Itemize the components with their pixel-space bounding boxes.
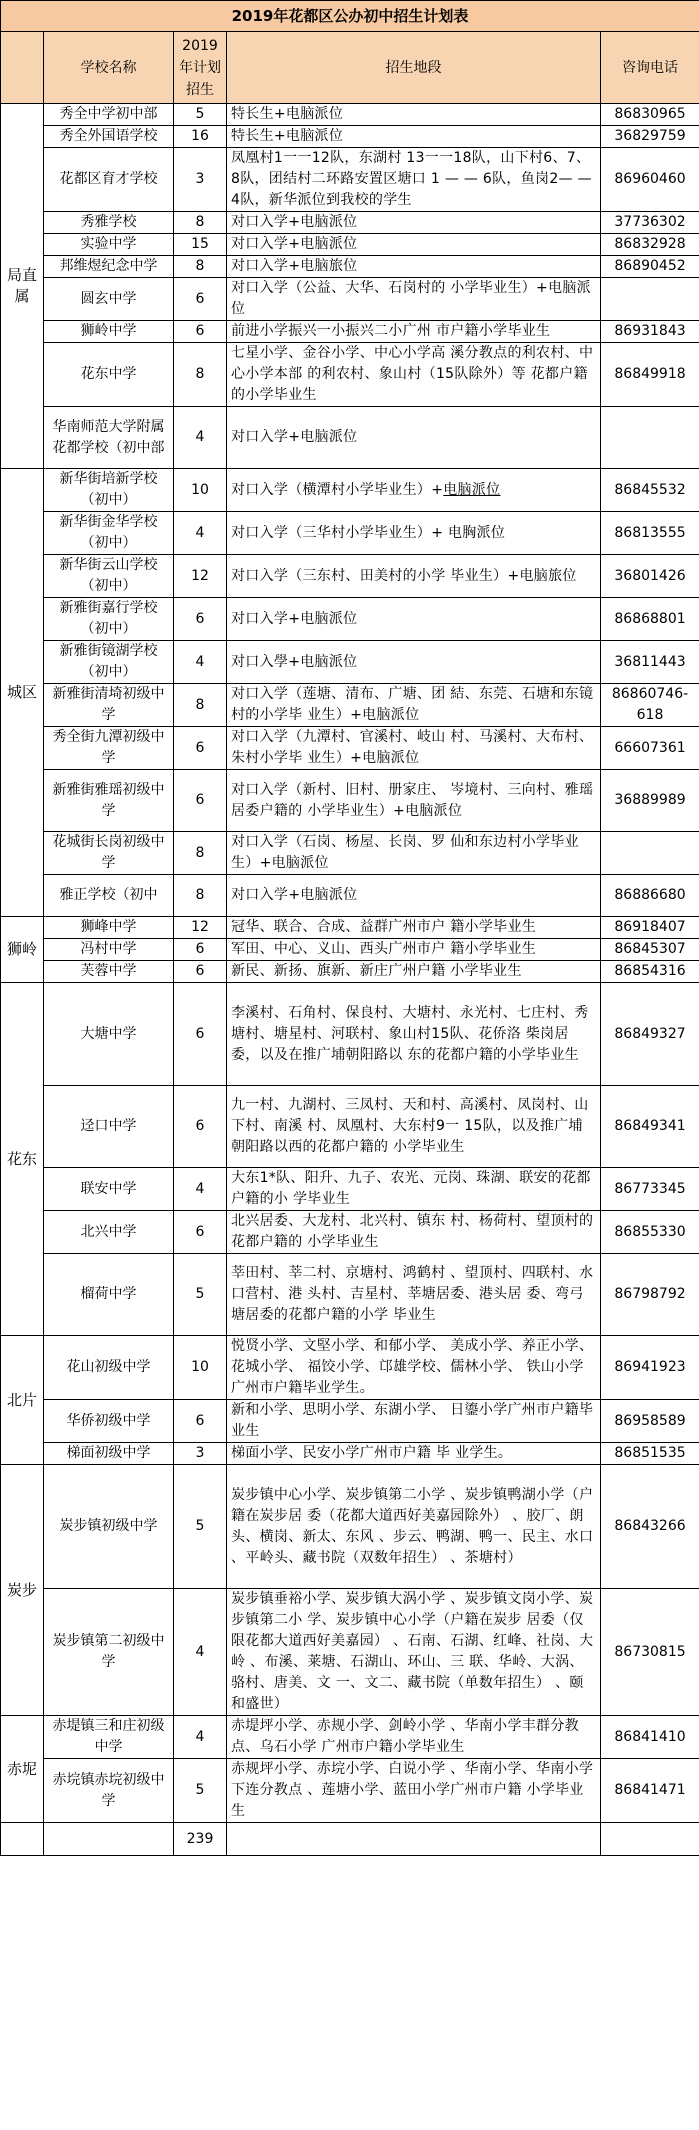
plan-count-cell: 6	[174, 983, 227, 1086]
table-row	[1, 939, 699, 961]
enrollment-area-cell: 新民、新扬、旗新、新庄广州户籍 小学毕业生	[227, 961, 601, 983]
phone-cell: 86960460	[601, 148, 699, 212]
plan-count-cell: 5	[174, 1759, 227, 1823]
phone-cell: 86798792	[601, 1254, 699, 1336]
enrollment-area-cell: 对口入學+电脑派位	[227, 641, 601, 684]
plan-count-cell: 6	[174, 770, 227, 832]
district-cell: 局直属	[1, 104, 44, 469]
enrollment-area-cell: 七星小学、金谷小学、中心小学高 溪分教点的利农村、中心小学本部 的利农村、象山村（15队除外）等 花都户籍的小学毕业生	[227, 343, 601, 407]
phone-cell	[601, 407, 699, 469]
school-name-header: 学校名称	[44, 32, 174, 104]
table-row	[1, 234, 699, 256]
phone-cell: 66607361	[601, 727, 699, 770]
plan-count-cell: 3	[174, 148, 227, 212]
phone-cell: 86851535	[601, 1443, 699, 1465]
school-name-cell: 花东中学	[44, 343, 174, 407]
plan-count-cell: 15	[174, 234, 227, 256]
school-name-cell: 邦维煜纪念中学	[44, 256, 174, 278]
plan-count-cell: 5	[174, 1254, 227, 1336]
plan-count-cell: 6	[174, 1086, 227, 1168]
phone-cell: 86854316	[601, 961, 699, 983]
enrollment-area-header: 招生地段	[227, 32, 601, 104]
enrollment-area-cell: 对口入学+电脑派位	[227, 212, 601, 234]
total-area-cell	[227, 1823, 601, 1856]
school-name-cell: 联安中学	[44, 1168, 174, 1211]
plan-count-cell: 8	[174, 343, 227, 407]
school-name-cell: 炭步镇第二初级中学	[44, 1589, 174, 1716]
table-row	[1, 983, 699, 1086]
phone-cell: 86841471	[601, 1759, 699, 1823]
school-name-cell: 秀全外国语学校	[44, 126, 174, 148]
district-header	[1, 32, 44, 104]
plan-count-cell: 6	[174, 961, 227, 983]
enrollment-area-cell: 大东1*队、阳升、九子、农光、元岗、珠湖、联安的花都户籍的小 学毕业生	[227, 1168, 601, 1211]
school-name-cell: 赤垸镇赤垸初级中学	[44, 1759, 174, 1823]
district-cell: 城区	[1, 469, 44, 917]
enrollment-area-cell: 对口入学+电脑派位	[227, 598, 601, 641]
phone-cell: 86832928	[601, 234, 699, 256]
plan-count-cell: 8	[174, 256, 227, 278]
table-row	[1, 407, 699, 469]
table-title: 2019年花都区公办初中招生计划表	[1, 1, 699, 32]
table-row	[1, 1400, 699, 1443]
enrollment-area-cell	[227, 469, 601, 512]
total-phone-cell	[601, 1823, 699, 1856]
plan-count-cell: 6	[174, 321, 227, 343]
phone-cell: 86830965	[601, 104, 699, 126]
enrollment-area-cell: 对口入学+电脑派位	[227, 875, 601, 917]
table-row	[1, 917, 699, 939]
phone-cell: 86845532	[601, 469, 699, 512]
phone-cell: 86841410	[601, 1716, 699, 1759]
table-row	[1, 598, 699, 641]
school-name-cell: 狮峰中学	[44, 917, 174, 939]
enrollment-area-cell: 凤凰村1一一12队，东湖村 13一一18队，山下村6、7、8队，团结村二环路安置区塘口 1 — — 6队，鱼岗2— — 4队，新华派位到我校的学生	[227, 148, 601, 212]
phone-cell: 86843266	[601, 1465, 699, 1589]
enrollment-area-cell: 对口入学（三华村小学毕业生）+ 电胸派位	[227, 512, 601, 555]
plan-count-cell: 5	[174, 1465, 227, 1589]
plan-count-cell: 8	[174, 832, 227, 875]
plan-count-cell: 6	[174, 1211, 227, 1254]
table-row	[1, 1716, 699, 1759]
phone-cell: 37736302	[601, 212, 699, 234]
plan-count-cell: 4	[174, 641, 227, 684]
enrollment-area-cell: 九一村、九湖村、三凤村、天和村、高溪村、凤岗村、山下村、南溪 村、凤凰村、大东村9一 15队，以及推广埔朝阳路以西的花都户籍的 小学毕业生	[227, 1086, 601, 1168]
table-row	[1, 727, 699, 770]
phone-cell: 86730815	[601, 1589, 699, 1716]
phone-cell	[601, 832, 699, 875]
school-name-cell: 雅正学校（初中	[44, 875, 174, 917]
school-name-cell: 华侨初级中学	[44, 1400, 174, 1443]
enrollment-area-cell: 冠华、联合、合成、益群广州市户 籍小学毕业生	[227, 917, 601, 939]
phone-cell: 86958589	[601, 1400, 699, 1443]
plan-count-cell: 4	[174, 1168, 227, 1211]
district-cell: 炭步	[1, 1465, 44, 1716]
table-row	[1, 1211, 699, 1254]
school-name-cell: 新华街培新学校（初中）	[44, 469, 174, 512]
phone-cell: 36829759	[601, 126, 699, 148]
enrollment-area-cell: 对口入学（莲塘、清布、广塘、团 結、东莞、石塘和东镜村的小学毕 业生）+电脑派位	[227, 684, 601, 727]
table-row	[1, 278, 699, 321]
plan-count-cell: 12	[174, 917, 227, 939]
school-name-cell: 梯面初级中学	[44, 1443, 174, 1465]
table-row	[1, 1086, 699, 1168]
table-row	[1, 961, 699, 983]
enrollment-area-cell: 对口入学（九潭村、官溪村、岐山 村、马溪村、大布村、朱村小学毕 业生）+电脑派位	[227, 727, 601, 770]
total-plan-cell: 239	[174, 1823, 227, 1856]
table-row	[1, 126, 699, 148]
title-row	[1, 1, 699, 32]
plan-count-cell: 8	[174, 212, 227, 234]
phone-cell: 86849327	[601, 983, 699, 1086]
school-name-cell: 北兴中学	[44, 1211, 174, 1254]
phone-cell	[601, 278, 699, 321]
phone-cell: 86868801	[601, 598, 699, 641]
enrollment-area-cell: 悦贤小学、文堅小学、和郁小学、 美成小学、养正小学、花城小学、 福饺小学、邙雄学校、儒林小学、 铁山小学广州市户籍毕业学生。	[227, 1336, 601, 1400]
phone-cell: 86941923	[601, 1336, 699, 1400]
table-row	[1, 770, 699, 832]
enrollment-area-underlined-text: 电脑派位	[443, 481, 501, 498]
phone-cell: 86849918	[601, 343, 699, 407]
enrollment-area-cell: 赤堤坪小学、赤规小学、剑岭小学 、华南小学丰群分教点、乌石小学 广州市户籍小学毕业生	[227, 1716, 601, 1759]
plan-count-cell: 4	[174, 407, 227, 469]
school-name-cell: 圆玄中学	[44, 278, 174, 321]
school-name-cell: 新雅街镜湖学校（初中）	[44, 641, 174, 684]
plan-count-cell: 3	[174, 1443, 227, 1465]
school-name-cell: 秀雅学校	[44, 212, 174, 234]
enrollment-area-cell: 对口入学（新村、旧村、册家庄、 岑境村、三向村、雅瑶居委户籍的 小学毕业生）+电脑派位	[227, 770, 601, 832]
plan-count-cell: 6	[174, 939, 227, 961]
school-name-cell: 实验中学	[44, 234, 174, 256]
plan-header: 2019年计划招生	[174, 32, 227, 104]
header-row	[1, 32, 699, 104]
phone-cell: 86860746-618	[601, 684, 699, 727]
school-name-cell: 大塘中学	[44, 983, 174, 1086]
table-row	[1, 555, 699, 598]
phone-cell: 86886680	[601, 875, 699, 917]
phone-cell: 86773345	[601, 1168, 699, 1211]
enrollment-area-cell: 对口入学+电脑派位	[227, 407, 601, 469]
table-row	[1, 832, 699, 875]
plan-count-cell: 6	[174, 727, 227, 770]
phone-header: 咨询电话	[601, 32, 699, 104]
plan-count-cell: 12	[174, 555, 227, 598]
plan-count-cell: 4	[174, 1716, 227, 1759]
district-cell: 北片	[1, 1336, 44, 1465]
school-name-cell: 芙蓉中学	[44, 961, 174, 983]
table-row	[1, 212, 699, 234]
plan-count-cell: 5	[174, 104, 227, 126]
phone-cell: 86890452	[601, 256, 699, 278]
enrollment-area-cell: 前进小学振兴一小振兴二小广州 市户籍小学毕业生	[227, 321, 601, 343]
total-district-cell	[1, 1823, 44, 1856]
school-name-cell: 新华街云山学校（初中）	[44, 555, 174, 598]
total-row	[1, 1823, 699, 1856]
table-row	[1, 148, 699, 212]
school-name-cell: 狮岭中学	[44, 321, 174, 343]
school-name-cell: 炭步镇初级中学	[44, 1465, 174, 1589]
enrollment-area-cell: 新和小学、思明小学、东湖小学、 日鎏小学广州市户籍毕业生	[227, 1400, 601, 1443]
enrollment-area-cell: 北兴居委、大龙村、北兴村、镇东 村、杨荷村、望顶村的花都户籍的 小学毕业生	[227, 1211, 601, 1254]
enrollment-area-cell: 炭步镇垂裕小学、炭步镇大涡小学 、炭步镇文岗小学、炭步镇第二小 学、炭步镇中心小学（户籍在炭步 居委（仅限花都大道西好美嘉园） 、石南、石湖、红峰、社岗、大岭 、布溪、莱塘、石湖山、环山、三 联、华岭、大涡、骆村、唐美、文 一、文二、藏书院（单数年招生） 、颐和盛世）	[227, 1589, 601, 1716]
school-name-cell: 秀全中学初中部	[44, 104, 174, 126]
table-row	[1, 469, 699, 512]
school-name-cell: 新雅街雅瑶初级中学	[44, 770, 174, 832]
school-name-cell: 秀全街九潭初级中学	[44, 727, 174, 770]
enrollment-area-text: 对口入学（横潭村小学毕业生）+	[231, 481, 444, 498]
enrollment-area-cell: 李溪村、石角村、保良村、大塘村、永光村、七庄村、秀塘村、塘星村、河联村、象山村15队、花侨洛 柴岗居委，以及在推广埔朝阳路以 东的花都户籍的小学毕业生	[227, 983, 601, 1086]
school-name-cell: 冯村中学	[44, 939, 174, 961]
plan-count-cell: 16	[174, 126, 227, 148]
plan-count-cell: 4	[174, 1589, 227, 1716]
school-name-cell: 新雅街清埼初级中学	[44, 684, 174, 727]
phone-cell: 86845307	[601, 939, 699, 961]
table-row	[1, 1759, 699, 1823]
enrollment-area-cell: 特长生+电脑派位	[227, 104, 601, 126]
phone-cell: 36889989	[601, 770, 699, 832]
table-row	[1, 1336, 699, 1400]
table-row	[1, 875, 699, 917]
plan-count-cell: 10	[174, 469, 227, 512]
table-row	[1, 1465, 699, 1589]
plan-count-cell: 10	[174, 1336, 227, 1400]
table-row	[1, 641, 699, 684]
school-name-cell: 华南师范大学附属花都学校（初中部	[44, 407, 174, 469]
phone-cell: 86849341	[601, 1086, 699, 1168]
phone-cell: 36801426	[601, 555, 699, 598]
table-row	[1, 684, 699, 727]
table-row	[1, 1168, 699, 1211]
table-row	[1, 256, 699, 278]
plan-count-cell: 6	[174, 278, 227, 321]
district-cell: 狮岭	[1, 917, 44, 983]
plan-count-cell: 8	[174, 875, 227, 917]
school-name-cell: 花都区育才学校	[44, 148, 174, 212]
school-name-cell: 赤堤镇三和庄初级中学	[44, 1716, 174, 1759]
phone-cell: 86931843	[601, 321, 699, 343]
enrollment-area-cell: 对口入学（石岗、杨屋、长岗、罗 仙和东边村小学毕业生）+电脑派位	[227, 832, 601, 875]
enrollment-area-cell: 特长生+电脑派位	[227, 126, 601, 148]
table-row	[1, 321, 699, 343]
enrollment-area-cell: 对口入学（三东村、田美村的小学 毕业生）+电脑旅位	[227, 555, 601, 598]
enrollment-area-cell: 对口入学+电脑旅位	[227, 256, 601, 278]
district-cell: 花东	[1, 983, 44, 1336]
enrollment-area-cell: 莘田村、莘二村、京塘村、鸿鹤村 、望顶村、四联村、水口营村、港 头村、吉星村、莘塘居委、港头居 委、弯弓塘居委的花都户籍的小学 毕业生	[227, 1254, 601, 1336]
table-row	[1, 343, 699, 407]
phone-cell: 86813555	[601, 512, 699, 555]
school-name-cell: 迳口中学	[44, 1086, 174, 1168]
school-name-cell: 榴荷中学	[44, 1254, 174, 1336]
phone-cell: 86918407	[601, 917, 699, 939]
plan-count-cell: 8	[174, 684, 227, 727]
enrollment-area-cell: 对口入学+电脑派位	[227, 234, 601, 256]
enrollment-area-cell: 赤规坪小学、赤垸小学、白说小学 、华南小学、华南小学下连分教点 、莲塘小学、蓝田小学广州市户籍 小学毕业生	[227, 1759, 601, 1823]
total-label-cell	[44, 1823, 174, 1856]
school-name-cell: 新雅街嘉行学校（初中）	[44, 598, 174, 641]
plan-count-cell: 6	[174, 598, 227, 641]
plan-count-cell: 6	[174, 1400, 227, 1443]
enrollment-area-cell: 军田、中心、义山、西头广州市户 籍小学毕业生	[227, 939, 601, 961]
table-row	[1, 1589, 699, 1716]
district-cell: 赤坭	[1, 1716, 44, 1823]
phone-cell: 36811443	[601, 641, 699, 684]
enrollment-area-cell: 炭步镇中心小学、炭步镇第二小学 、炭步镇鸭湖小学（户籍在炭步居 委（花都大道西好美嘉园除外） 、胶厂、朗头、横岗、新太、东风 、步云、鸭湖、鸭一、民主、水口 、平岭头、藏书院（双数年招生） 、茶塘村）	[227, 1465, 601, 1589]
table-row	[1, 1443, 699, 1465]
school-name-cell: 花城街长岗初级中学	[44, 832, 174, 875]
school-name-cell: 花山初级中学	[44, 1336, 174, 1400]
enrollment-area-cell: 对口入学（公益、大华、石岗村的 小学毕业生）+电脑派位	[227, 278, 601, 321]
phone-cell: 86855330	[601, 1211, 699, 1254]
school-name-cell: 新华街金华学校（初中）	[44, 512, 174, 555]
enrollment-area-cell: 梯面小学、民安小学广州市户籍 毕 业学生。	[227, 1443, 601, 1465]
table-row	[1, 512, 699, 555]
plan-count-cell: 4	[174, 512, 227, 555]
table-row	[1, 104, 699, 126]
table-row	[1, 1254, 699, 1336]
